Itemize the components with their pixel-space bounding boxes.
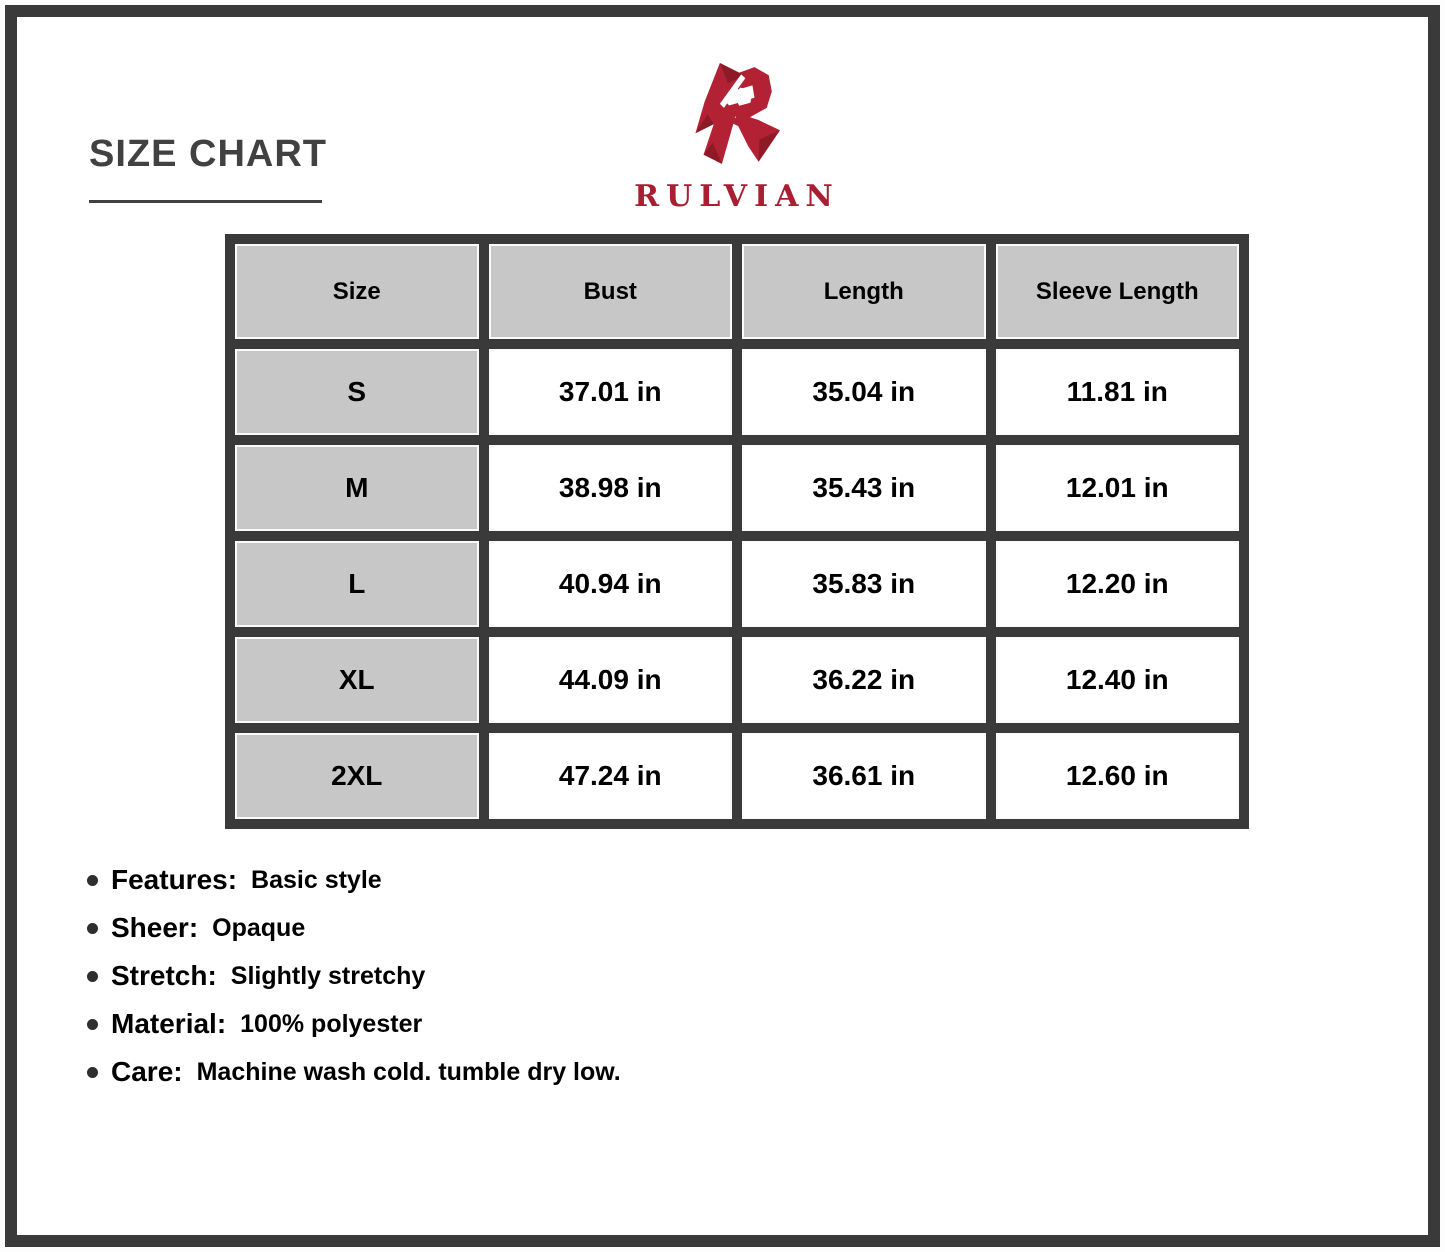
size-cell: 2XL [235,733,479,819]
detail-value: 100% polyester [240,1009,423,1038]
brand-name: RULVIAN [634,179,840,214]
detail-features [87,865,621,895]
detail-label: Material: [111,1008,227,1039]
bust-cell: 44.09 in [489,637,733,723]
brand-logo [634,61,840,214]
detail-sheer [87,913,621,943]
detail-value: Slightly stretchy [230,961,426,990]
title-underline [89,200,322,203]
detail-care [87,1057,621,1087]
detail-label: Stretch: [111,960,217,991]
detail-value: Machine wash cold. tumble dry low. [196,1057,621,1086]
bullet-icon [87,1067,98,1078]
bust-cell: 40.94 in [489,541,733,627]
bullet-icon [87,971,98,982]
detail-value: Basic style [251,865,382,894]
bust-cell: 38.98 in [489,445,733,531]
length-cell: 36.61 in [742,733,986,819]
sleeve-length-cell: 12.40 in [996,637,1240,723]
bust-cell: 47.24 in [489,733,733,819]
column-header-sleeve-length: Sleeve Length [996,244,1240,339]
bullet-icon [87,923,98,934]
detail-label: Features: [111,864,238,895]
sleeve-length-cell: 12.20 in [996,541,1240,627]
product-details-list [87,865,621,1105]
bust-cell: 37.01 in [489,349,733,435]
sleeve-length-cell: 12.60 in [996,733,1240,819]
column-header-length: Length [742,244,986,339]
size-chart-table [225,234,1249,829]
bullet-icon [87,875,98,886]
rulvian-r-logo-icon [691,61,783,173]
size-chart-title-block [89,133,327,203]
length-cell: 35.43 in [742,445,986,531]
size-cell: L [235,541,479,627]
bullet-icon [87,1019,98,1030]
length-cell: 36.22 in [742,637,986,723]
column-header-bust: Bust [489,244,733,339]
page-title: SIZE CHART [89,133,327,175]
detail-material [87,1009,621,1039]
detail-stretch [87,961,621,991]
detail-label: Care: [111,1056,183,1087]
size-cell: XL [235,637,479,723]
page-frame [5,5,1440,1247]
length-cell: 35.04 in [742,349,986,435]
length-cell: 35.83 in [742,541,986,627]
sleeve-length-cell: 11.81 in [996,349,1240,435]
size-cell: S [235,349,479,435]
column-header-size: Size [235,244,479,339]
detail-value: Opaque [212,913,306,942]
detail-label: Sheer: [111,912,199,943]
size-cell: M [235,445,479,531]
sleeve-length-cell: 12.01 in [996,445,1240,531]
